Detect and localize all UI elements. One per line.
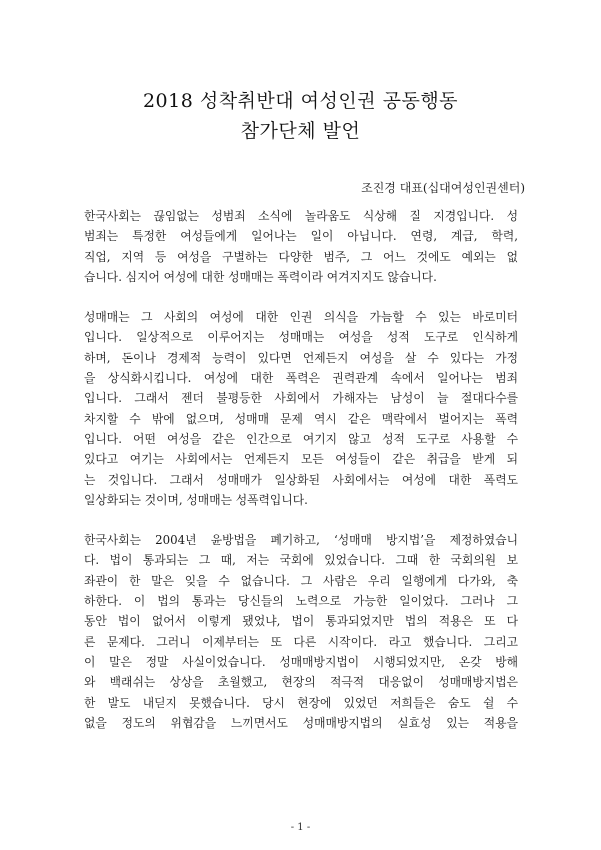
text-line: 한국사회는 2004년 윤방법을 폐기하고, ‘성매매 방지법’을 제정하였습니 [84,533,518,548]
text-line: 습니다. 심지어 여성에 대한 성매매는 폭력이라 여겨지지도 않습니다. [84,269,437,284]
text-line: 는 것입니다. 그래서 성매매가 일상화된 사회에서는 여성에 대한 폭력도 [84,472,518,487]
text-line: 이 말은 정말 사실이었습니다. 성매매방지법이 시행되었지만, 온갖 방해 [84,654,518,669]
text-line: 하한다. 이 법의 통과는 당신들의 노력으로 가능한 일이었다. 그러나 그 [84,594,518,609]
text-line: 동안 법이 없어서 이렇게 됐었냐, 법이 통과되었지만 법의 적용은 또 다 [84,614,518,629]
text-line: 한 발도 내딛지 못했습니다. 당시 현장에 있었던 저희들은 숨도 쉴 수 [84,695,518,710]
page-number: - 1 - [290,822,311,833]
text-line: 없을 정도의 위협감을 느끼면서도 성매매방지법의 실효성 있는 적용을 [84,715,518,730]
paragraph [84,530,518,733]
text-line: 일상화되는 것이며, 성매매는 성폭력입니다. [84,492,308,507]
text-line: 직업, 지역 등 여성을 구별하는 다양한 범주, 그 어느 것에도 예외는 없 [84,249,518,264]
text-line: 입니다. 그래서 젠더 불평등한 사회에서 가해자는 남성이 늘 절대다수를 [84,391,518,406]
document-body [84,206,518,753]
paragraph [84,307,518,510]
speaker-attribution: 조진경 대표(십대여성인권센터) [361,181,525,195]
text-line: 을 상식화시킵니다. 여성에 대한 폭력은 권력관계 속에서 일어나는 범죄 [84,371,518,386]
text-line: 입니다. 어떤 여성을 같은 인간으로 여기지 않고 성적 도구로 사용할 수 [84,431,518,446]
text-line: 좌관이 한 말은 잊을 수 없습니다. 그 사람은 우리 일행에게 다가와, 축 [84,573,518,588]
text-line: 다. 법이 통과되는 그 때, 저는 국회에 있었습니다. 그때 한 국회의원 보 [84,553,518,568]
page-title: 2018 성착취반대 여성인권 공동행동 [142,90,459,112]
paragraph [84,206,518,287]
text-line: 입니다. 일상적으로 이루어지는 성매매는 여성을 성적 도구로 인식하게 [84,330,518,345]
text-line: 있다고 여기는 사회에서는 언제든지 모든 여성들이 같은 취급을 받게 되 [84,452,518,467]
text-line: 범죄는 특정한 여성들에게 일어나는 일이 아닙니다. 연령, 계급, 학력, [84,229,518,244]
text-line: 하며, 돈이나 경제적 능력이 있다면 언제든지 여성을 살 수 있다는 가정 [84,350,518,365]
text-line: 와 백래쉬는 상상을 초월했고, 현장의 적극적 대응없이 성매매방지법은 [84,675,518,690]
text-line: 차지할 수 밖에 없으며, 성매매 문제 역시 같은 맥락에서 벌어지는 폭력 [84,411,518,426]
text-line: 른 문제다. 그러니 이제부터는 또 다른 시작이다. 라고 했습니다. 그리고 [84,634,518,649]
text-line: 성매매는 그 사회의 여성에 대한 인권 의식을 가늠할 수 있는 바로미터 [84,310,518,325]
text-line: 한국사회는 끊임없는 성범죄 소식에 놀라움도 식상해 질 지경입니다. 성 [84,209,518,223]
page-subtitle: 참가단체 발언 [240,120,361,142]
title-block [0,86,601,146]
